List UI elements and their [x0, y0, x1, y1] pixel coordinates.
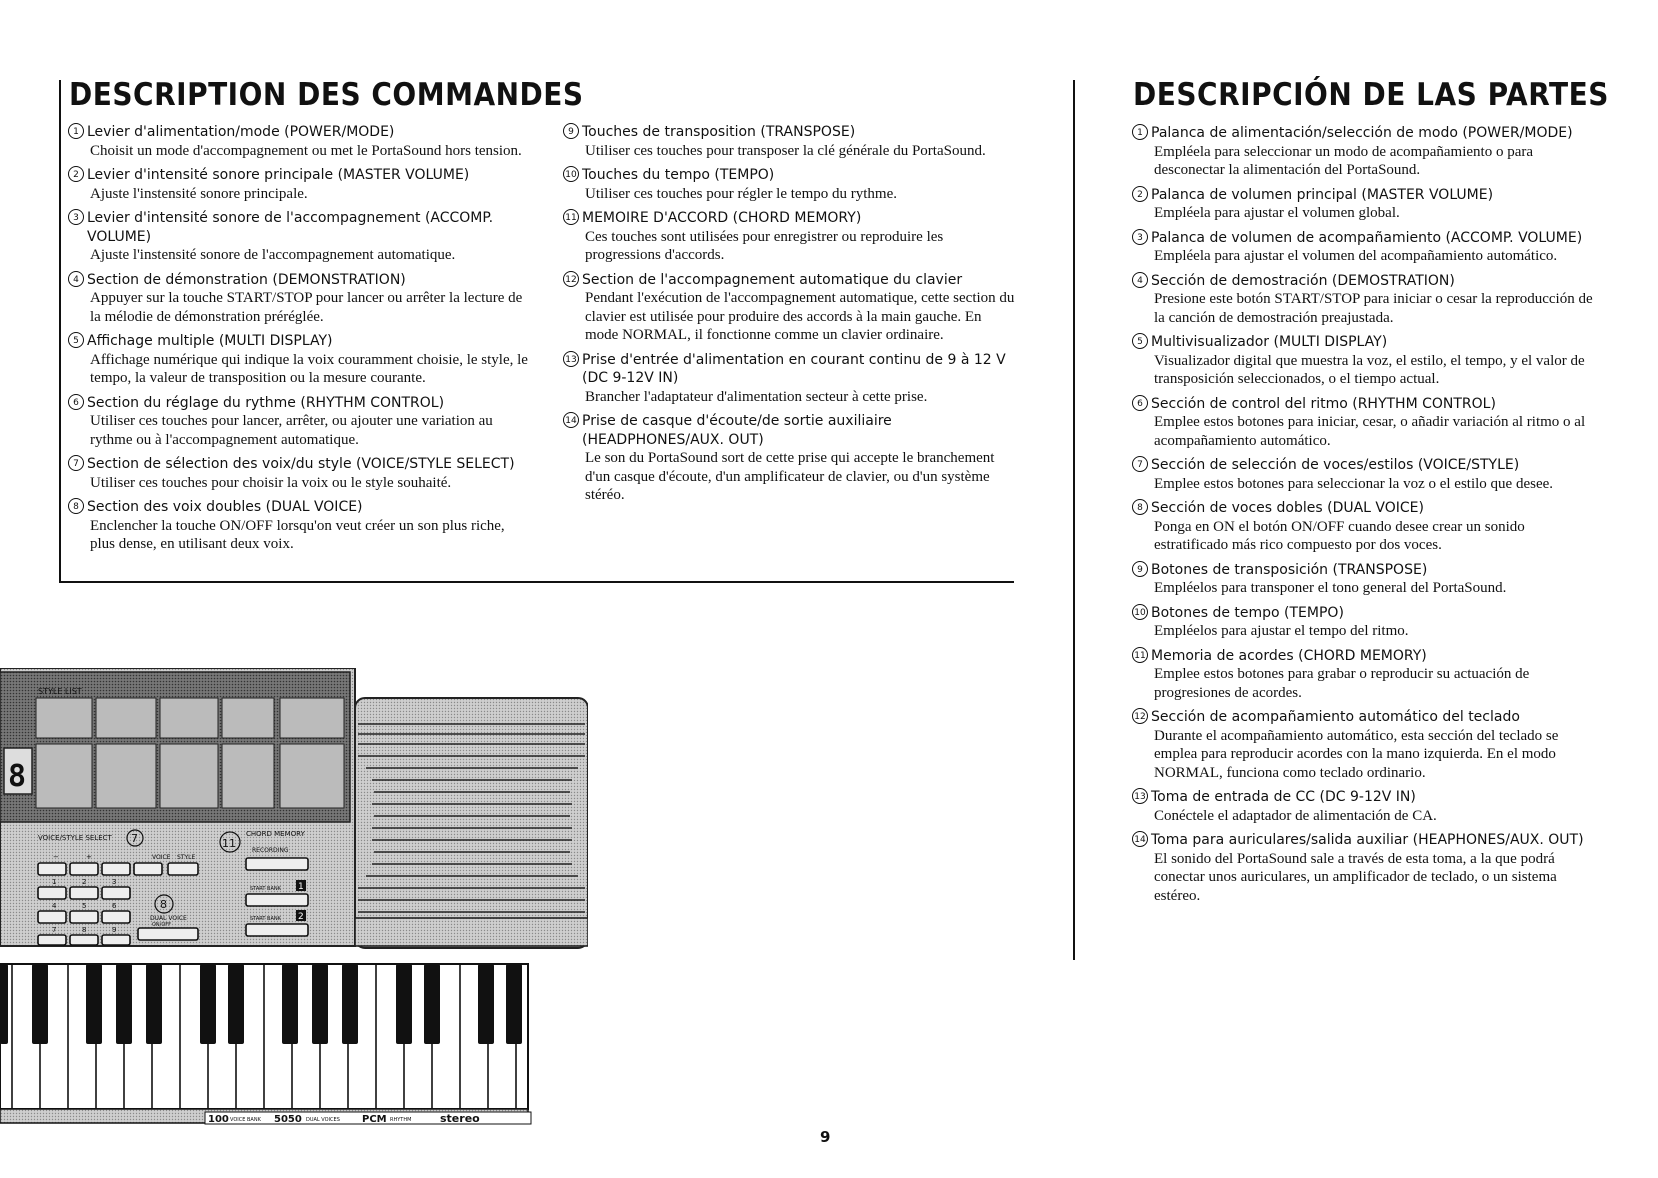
- on-off-label: ON/OFF: [152, 922, 172, 928]
- item-number-badge: 7: [1132, 456, 1148, 472]
- item-number-badge: 12: [563, 271, 579, 287]
- es-item-12: [1132, 708, 1602, 782]
- dual-voice-label: DUAL VOICE: [150, 915, 187, 922]
- fr-item-12: [563, 271, 1018, 345]
- item-number-badge: 7: [68, 455, 84, 471]
- item-description: Empléelos para ajustar el tempo del ritmo.: [1154, 623, 1409, 639]
- item-heading: Sección de voces dobles (DUAL VOICE): [1151, 500, 1424, 516]
- item-number-badge: 1: [68, 123, 84, 139]
- item-number-badge: 12: [1132, 708, 1148, 724]
- bank-2-number: 2: [298, 912, 304, 922]
- item-description: Utiliser ces touches pour transposer la clé générale du PortaSound.: [585, 142, 986, 159]
- item-number-badge: 2: [68, 166, 84, 182]
- bank-1-number: 1: [298, 882, 304, 892]
- item-heading: Section de l'accompagnement automatique du clavier: [582, 271, 963, 288]
- item-description: Emplee estos botones para iniciar, cesar, o añadir variación al ritmo o al acompañamiento automático.: [1154, 414, 1586, 449]
- item-heading: Affichage multiple (MULTI DISPLAY): [87, 333, 333, 349]
- fr-item-14: [563, 412, 1018, 505]
- item-heading: Levier d'alimentation/mode (POWER/MODE): [87, 124, 395, 140]
- fr-item-11: [563, 209, 1018, 265]
- item-description: Empléelos para transponer el tono general del PortaSound.: [1154, 580, 1507, 596]
- item-description: Visualizador digital que muestra la voz, el estilo, el tempo, y el valor de transposición seleccionados, o el tiempo actual.: [1154, 352, 1585, 387]
- item-number-badge: 9: [563, 123, 579, 139]
- french-section-bottom-rule: [59, 581, 1014, 583]
- keyboard-keys: [0, 964, 528, 1123]
- item-number-badge: 13: [563, 351, 579, 367]
- item-number-badge: 5: [68, 332, 84, 348]
- es-item-2: [1132, 186, 1602, 223]
- item-heading: Botones de transposición (TRANSPOSE): [1151, 561, 1428, 578]
- es-item-14: [1132, 831, 1602, 905]
- item-description: Utiliser ces touches pour lancer, arrêter, ou ajouter une variation au rythme ou à l'accompagnement automatique.: [90, 413, 493, 448]
- fr-item-2: [68, 166, 528, 203]
- item-heading: Touches de transposition (TRANSPOSE): [582, 124, 856, 140]
- es-item-5: [1132, 333, 1602, 389]
- key-9-label: 9: [112, 926, 117, 934]
- item-heading: MEMOIRE D'ACCORD (CHORD MEMORY): [582, 210, 862, 226]
- item-description: Durante el acompañamiento automático, esta sección del teclado se emplea para reproducir acordes con la mano izquierda. En el modo NORMAL, funciona como teclado ordinario.: [1154, 727, 1559, 781]
- key-6-label: 6: [112, 902, 117, 910]
- item-description: Enclencher la touche ON/OFF lorsqu'on veut créer un son plus riche, plus dense, en utilisant deux voix.: [90, 517, 505, 552]
- french-column-2: [563, 123, 1018, 511]
- item-description: Presione este botón START/STOP para iniciar o cesar la reproducción de la canción de demostración preajustada.: [1154, 291, 1593, 326]
- item-heading: Section de sélection des voix/du style (VOICE/STYLE SELECT): [87, 456, 515, 472]
- item-number-badge: 11: [563, 209, 579, 225]
- item-description: Ponga en ON el botón ON/OFF cuando desee crear un sonido estratificado más rico compuesto por dos voces.: [1154, 518, 1525, 553]
- item-heading: Palanca de volumen principal (MASTER VOLUME): [1151, 186, 1494, 203]
- keyboard-illustration: [0, 668, 588, 1148]
- item-number-badge: 1: [1132, 124, 1148, 140]
- item-number-badge: 8: [68, 498, 84, 514]
- item-description: Affichage numérique qui indique la voix couramment choisie, le style, le tempo, la valeur de transposition ou la mesure courante.: [90, 351, 528, 386]
- style-label: STYLE: [177, 854, 196, 861]
- item-number-badge: 3: [68, 209, 84, 225]
- model-5050: 5050: [274, 1114, 302, 1125]
- es-item-7: [1132, 456, 1602, 493]
- fr-item-5: [68, 332, 528, 388]
- item-description: Pendant l'exécution de l'accompagnement automatique, cette section du clavier est utilisée pour produire des accords à la main gauche. En mode NORMAL, il fonctionne comme un clavier ordinaire.: [585, 290, 1015, 343]
- start-bank-1-label: START BANK: [250, 886, 281, 892]
- item-number-badge: 9: [1132, 561, 1148, 577]
- item-description: Utiliser ces touches pour choisir la voix ou le style souhaité.: [90, 474, 452, 491]
- page-number: 9: [820, 1128, 831, 1146]
- item-number-badge: 6: [1132, 395, 1148, 411]
- item-number-badge: 4: [68, 271, 84, 287]
- key-1-label: 1: [52, 878, 57, 886]
- plus-key-label: +: [86, 853, 92, 861]
- item-description: El sonido del PortaSound sale a través de esta toma, a la que podrá conectar unos auriculares, un amplificador de teclado, o un sistema estéreo.: [1154, 850, 1557, 904]
- fr-item-8: [68, 498, 528, 554]
- item-heading: Prise de casque d'écoute/de sortie auxiliaire (HEADPHONES/AUX. OUT): [582, 413, 892, 448]
- fr-item-3: [68, 209, 528, 265]
- item-number-badge: 4: [1132, 272, 1148, 288]
- fr-item-13: [563, 351, 1018, 407]
- item-description: Ajuste l'instensité sonore de l'accompagnement automatique.: [90, 247, 456, 263]
- item-heading: Palanca de volumen de acompañamiento (ACCOMP. VOLUME): [1151, 229, 1583, 246]
- spanish-column: [1132, 124, 1602, 911]
- style-list-label: STYLE LIST: [38, 687, 82, 696]
- start-bank-2-label: START BANK: [250, 916, 281, 922]
- item-description: Ces touches sont utilisées pour enregistrer ou reproduire les progressions d'accords.: [585, 228, 944, 263]
- model-pcm-sub: RHYTHM: [390, 1117, 412, 1123]
- item-description: Choisit un mode d'accompagnement ou met le PortaSound hors tension.: [90, 142, 522, 159]
- recording-label: RECORDING: [252, 847, 289, 854]
- speaker-lower-strip: [355, 918, 588, 946]
- item-heading: Sección de demostración (DEMOSTRATION): [1151, 272, 1455, 289]
- model-100: 100: [208, 1114, 229, 1125]
- model-100-sub: VOICE BANK: [230, 1117, 261, 1123]
- item-description: Emplee estos botones para seleccionar la voz o el estilo que desee.: [1154, 475, 1554, 492]
- model-badge-strip: [205, 1112, 531, 1125]
- voice-style-select-label: VOICE/STYLE SELECT: [38, 834, 112, 842]
- item-number-badge: 8: [1132, 499, 1148, 515]
- item-heading: Memoria de acordes (CHORD MEMORY): [1151, 647, 1427, 664]
- fr-item-10: [563, 166, 1018, 203]
- key-2-label: 2: [82, 878, 87, 886]
- item-heading: Botones de tempo (TEMPO): [1151, 604, 1344, 621]
- model-5050-sub: DUAL VOICES: [306, 1117, 340, 1123]
- item-description: Conéctele el adaptador de alimentación de CA.: [1154, 807, 1437, 824]
- item-number-badge: 14: [1132, 831, 1148, 847]
- fr-item-4: [68, 271, 528, 327]
- item-heading: Sección de selección de voces/estilos (VOICE/STYLE): [1151, 457, 1520, 473]
- callout-11: 11: [222, 837, 236, 850]
- es-item-8: [1132, 499, 1602, 555]
- es-item-13: [1132, 788, 1602, 825]
- item-number-badge: 13: [1132, 788, 1148, 804]
- item-heading: Prise d'entrée d'alimentation en courant continu de 9 à 12 V (DC 9-12V IN): [582, 351, 1006, 386]
- es-item-3: [1132, 229, 1602, 266]
- item-heading: Section de démonstration (DEMONSTRATION): [87, 271, 406, 288]
- callout-7: 7: [131, 832, 138, 845]
- item-heading: Palanca de alimentación/selección de modo (POWER/MODE): [1151, 125, 1573, 141]
- es-item-11: [1132, 647, 1602, 703]
- key-8-label: 8: [82, 926, 87, 934]
- item-heading: Levier d'intensité sonore principale (MASTER VOLUME): [87, 167, 470, 183]
- item-heading: Toma de entrada de CC (DC 9-12V IN): [1151, 789, 1416, 805]
- chord-memory-label: CHORD MEMORY: [246, 830, 305, 838]
- key-7-label: 7: [52, 926, 57, 934]
- es-item-1: [1132, 124, 1602, 180]
- item-description: Appuyer sur la touche START/STOP pour lancer ou arrêter la lecture de la mélodie de démonstration préréglée.: [90, 290, 523, 325]
- item-number-badge: 11: [1132, 647, 1148, 663]
- item-number-badge: 3: [1132, 229, 1148, 245]
- item-description: Ajuste l'instensité sonore principale.: [90, 185, 308, 202]
- item-description: Empléela para ajustar el volumen global.: [1154, 205, 1400, 221]
- item-heading: Section des voix doubles (DUAL VOICE): [87, 499, 363, 515]
- fr-item-7: [68, 455, 528, 492]
- item-description: Brancher l'adaptateur d'alimentation secteur à cette prise.: [585, 388, 928, 405]
- french-heading: DESCRIPTION DES COMMANDES: [69, 76, 584, 113]
- item-number-badge: 6: [68, 394, 84, 410]
- item-number-badge: 14: [563, 412, 579, 428]
- french-section-left-rule: [59, 80, 61, 582]
- key-5-label: 5: [82, 902, 87, 910]
- spanish-section-left-rule: [1073, 80, 1075, 960]
- french-column-1: [68, 123, 528, 560]
- minus-key-label: −: [53, 853, 59, 861]
- es-item-6: [1132, 395, 1602, 451]
- item-description: Le son du PortaSound sort de cette prise qui accepte le branchement d'un casque d'écoute, d'un amplificateur de clavier, ou d'un système stéréo.: [585, 450, 995, 503]
- es-item-4: [1132, 272, 1602, 328]
- style-list-grid: [36, 698, 344, 808]
- item-heading: Toma para auriculares/salida auxiliar (HEAPHONES/AUX. OUT): [1151, 832, 1584, 848]
- voice-label: VOICE: [152, 854, 171, 861]
- item-description: Utiliser ces touches pour régler le tempo du rythme.: [585, 185, 897, 202]
- es-item-10: [1132, 604, 1602, 641]
- item-description: Empléela para seleccionar un modo de acompañamiento o para desconectar la alimentación del PortaSound.: [1154, 143, 1533, 178]
- item-description: Emplee estos botones para grabar o reproducir su actuación de progresiones de acordes.: [1154, 666, 1530, 701]
- callout-8: 8: [160, 898, 167, 911]
- item-number-badge: 10: [563, 166, 579, 182]
- item-heading: Levier d'intensité sonore de l'accompagnement (ACCOMP. VOLUME): [87, 210, 494, 245]
- item-heading: Multivisualizador (MULTI DISPLAY): [1151, 334, 1388, 350]
- es-item-9: [1132, 561, 1602, 598]
- item-heading: Sección de acompañamiento automático del teclado: [1151, 709, 1520, 725]
- fr-item-9: [563, 123, 1018, 160]
- item-heading: Section du réglage du rythme (RHYTHM CONTROL): [87, 394, 445, 411]
- item-description: Empléela para ajustar el volumen del acompañamiento automático.: [1154, 248, 1558, 264]
- item-heading: Sección de control del ritmo (RHYTHM CONTROL): [1151, 395, 1496, 412]
- item-heading: Touches du tempo (TEMPO): [582, 167, 775, 183]
- key-4-label: 4: [52, 902, 57, 910]
- item-number-badge: 2: [1132, 186, 1148, 202]
- fr-item-1: [68, 123, 528, 160]
- display-digit: 8: [8, 759, 27, 794]
- fr-item-6: [68, 394, 528, 450]
- key-3-label: 3: [112, 878, 117, 886]
- model-stereo: stereo: [440, 1112, 480, 1125]
- item-number-badge: 5: [1132, 333, 1148, 349]
- spanish-heading: DESCRIPCIÓN DE LAS PARTES: [1133, 76, 1609, 113]
- model-pcm: PCM: [362, 1114, 387, 1125]
- item-number-badge: 10: [1132, 604, 1148, 620]
- speaker-panel: [355, 698, 588, 948]
